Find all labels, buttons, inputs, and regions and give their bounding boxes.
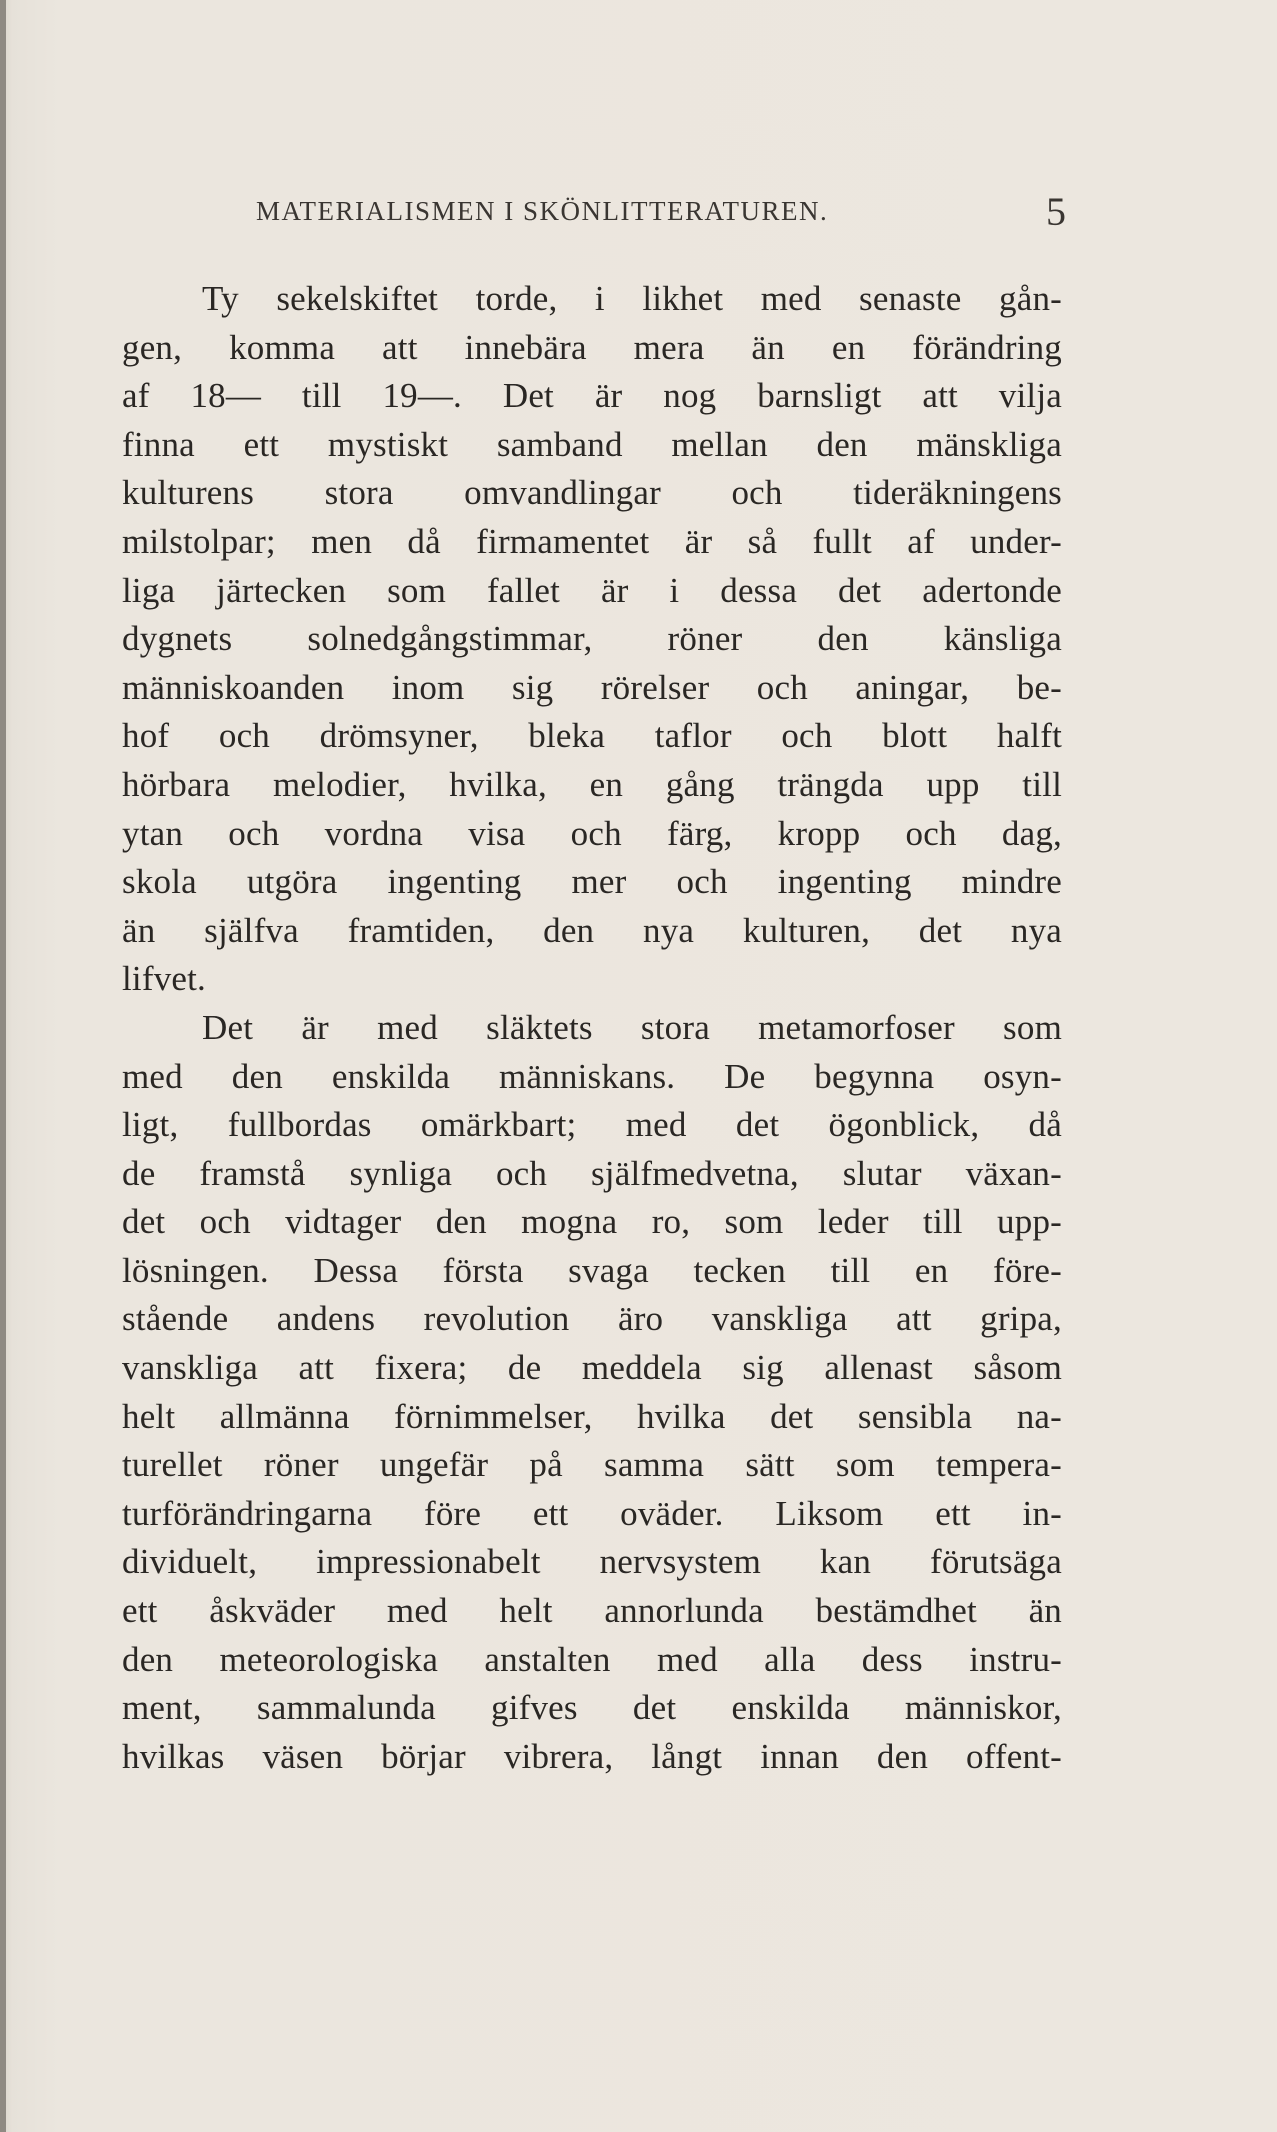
text-line: Ty sekelskiftet torde, i likhet med senaste gån- bbox=[202, 279, 1062, 318]
text-line: liga järtecken som fallet är i dessa det adertonde bbox=[122, 570, 1062, 610]
text-line: ligt, fullbordas omärkbart; med det ögonblick, då bbox=[122, 1105, 1062, 1145]
page-spine-shadow bbox=[0, 0, 6, 2132]
text-line: Det är med släktets stora metamorfoser som bbox=[202, 1007, 1062, 1047]
text-line: de framstå synliga och själfmedvetna, slutar växan- bbox=[122, 1153, 1062, 1193]
text-line: skola utgöra ingenting mer och ingenting mindre bbox=[122, 862, 1062, 902]
text-line: lifvet. bbox=[122, 959, 207, 999]
text-line: vanskliga att fixera; de meddela sig allenast såsom bbox=[122, 1348, 1062, 1388]
text-line: den meteorologiska anstalten med alla dess instru- bbox=[122, 1639, 1062, 1679]
text-line: hörbara melodier, hvilka, en gång trängda upp till bbox=[122, 764, 1062, 804]
text-line: ett åskväder med helt annorlunda bestämdhet än bbox=[122, 1591, 1062, 1631]
text-line: det och vidtager den mogna ro, som leder till upp- bbox=[122, 1202, 1062, 1242]
text-line: än själfva framtiden, den nya kulturen, det nya bbox=[122, 910, 1062, 950]
text-line: helt allmänna förnimmelser, hvilka det sensibla na- bbox=[122, 1396, 1062, 1436]
text-line: finna ett mystiskt samband mellan den mänskliga bbox=[122, 424, 1062, 464]
text-line: dygnets solnedgångstimmar, röner den känsliga bbox=[122, 619, 1062, 659]
page-number: 5 bbox=[1046, 189, 1066, 234]
text-line: hvilkas väsen börjar vibrera, långt innan den offent- bbox=[122, 1736, 1062, 1776]
text-line: turförändringarna före ett oväder. Liksom ett in- bbox=[122, 1493, 1062, 1533]
text-line: hof och drömsyner, bleka taflor och blott halft bbox=[122, 716, 1062, 756]
text-line: ment, sammalunda gifves det enskilda människor, bbox=[122, 1688, 1062, 1728]
text-line: dividuelt, impressionabelt nervsystem kan förutsäga bbox=[122, 1542, 1062, 1582]
running-title: MATERIALISMEN I SKÖNLITTERATUREN. bbox=[256, 196, 829, 226]
text-line: ytan och vordna visa och färg, kropp och dag, bbox=[122, 813, 1062, 853]
text-line: människoanden inom sig rörelser och aningar, be- bbox=[122, 667, 1062, 707]
text-line: af 18— till 19—. Det är nog barnsligt att vilja bbox=[122, 376, 1062, 416]
text-line: turellet röner ungefär på samma sätt som tempera- bbox=[122, 1445, 1062, 1485]
text-line: milstolpar; men då firmamentet är så fullt af under- bbox=[122, 521, 1062, 561]
text-line: stående andens revolution äro vanskliga att gripa, bbox=[122, 1299, 1062, 1339]
body-text bbox=[122, 275, 1062, 1781]
text-line: lösningen. Dessa första svaga tecken till en före- bbox=[122, 1250, 1062, 1290]
text-line: med den enskilda människans. De begynna osyn- bbox=[122, 1056, 1062, 1096]
text-line: gen, komma att innebära mera än en förändring bbox=[122, 327, 1062, 367]
text-line: kulturens stora omvandlingar och tideräkningens bbox=[122, 473, 1062, 513]
